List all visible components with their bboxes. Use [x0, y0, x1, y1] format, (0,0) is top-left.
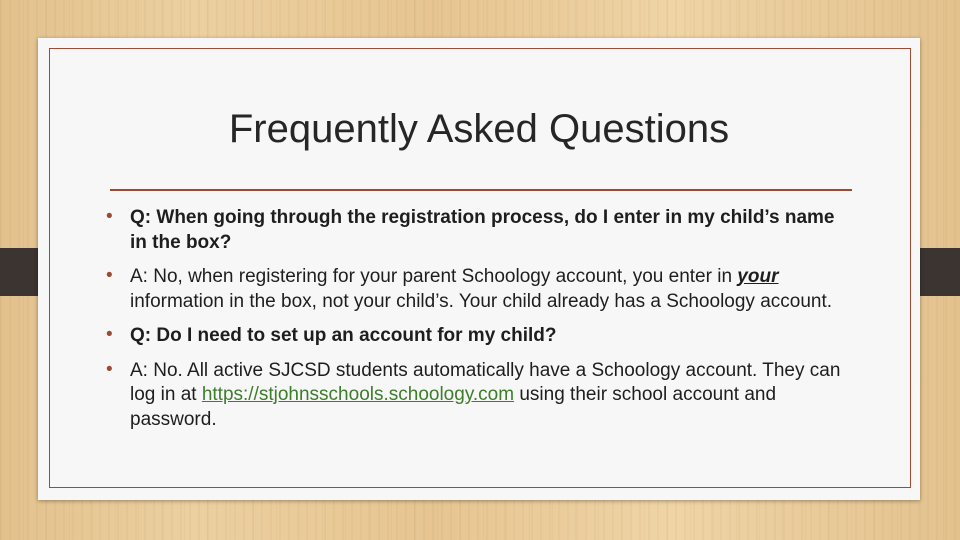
faq-list — [106, 206, 850, 442]
schoology-link[interactable]: https://stjohnsschools.schoology.com — [201, 384, 515, 405]
faq-answer-1-emphasis: your — [737, 266, 779, 287]
faq-question-1-text: Q: When going through the registration process, do I enter in my child’s name in the box? — [130, 207, 835, 253]
slide-card — [38, 38, 920, 500]
faq-answer-2-prefix: A: No. All active SJCSD students automatically have a Schoology account. They can log in at — [130, 359, 841, 405]
bullet-icon: • — [106, 206, 113, 227]
bullet-icon: • — [106, 324, 113, 345]
faq-question-2 — [106, 324, 850, 349]
title-divider — [110, 189, 852, 191]
bullet-icon: • — [106, 265, 113, 286]
faq-answer-2 — [106, 358, 850, 433]
slide-title: Frequently Asked Questions — [228, 107, 730, 151]
faq-answer-1-suffix: information in the box, not your child’s. Your child already has a Schoology account. — [130, 290, 833, 312]
faq-answer-1 — [106, 265, 850, 314]
faq-question-1 — [106, 206, 850, 255]
faq-answer-2-suffix: using their school account and password. — [130, 384, 777, 430]
faq-answer-1-prefix: A: No, when registering for your parent Schoology account, you enter in — [130, 266, 738, 287]
faq-question-2-text: Q: Do I need to set up an account for my child? — [130, 325, 557, 346]
bullet-icon: • — [106, 358, 113, 380]
